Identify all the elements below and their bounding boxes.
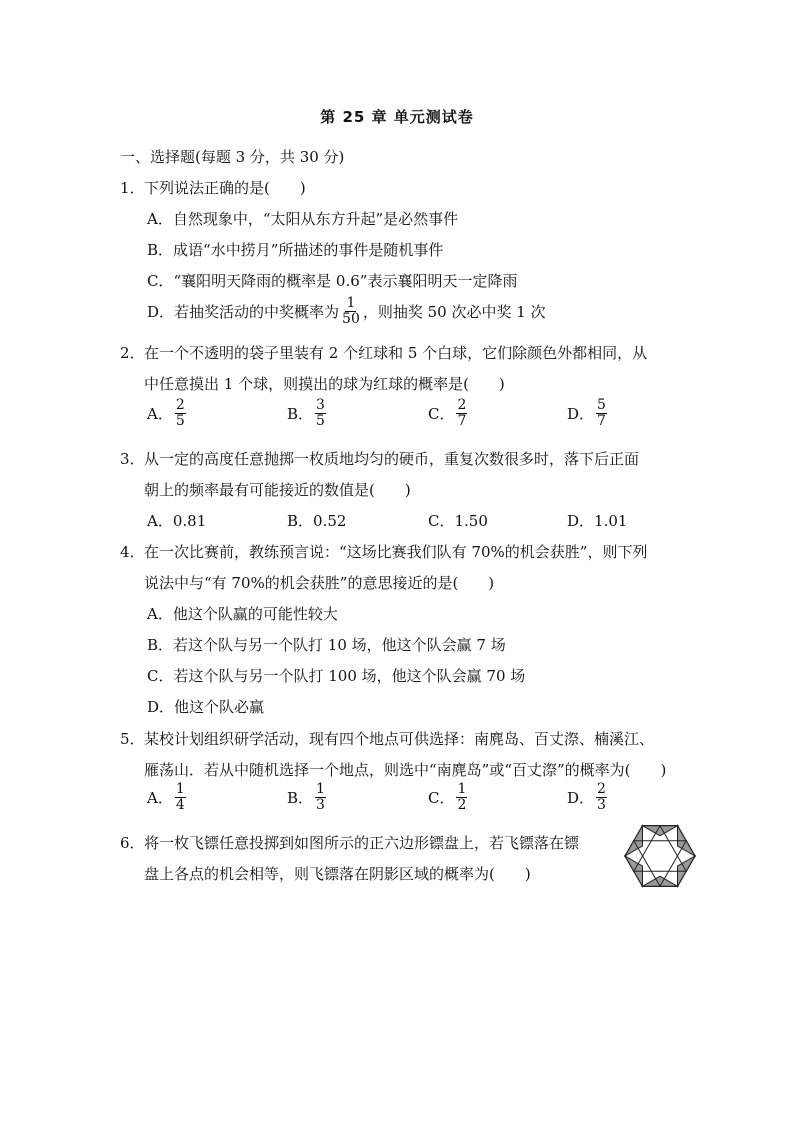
q5-stem-line-1: 某校计划组织研学活动，现有四个地点可供选择：南麂岛、百丈漈、楠溪江、	[144, 730, 655, 748]
q1-option-d	[147, 296, 546, 328]
q3-option-b: B．0.52	[287, 512, 347, 530]
fraction-denominator: 5	[175, 413, 185, 430]
q3-option-d: D．1.01	[567, 512, 628, 530]
option-fraction	[456, 398, 467, 430]
fraction-numerator: 3	[316, 397, 325, 413]
q3-option-a: A．0.81	[147, 512, 207, 530]
q3-option-c: C．1.50	[428, 512, 488, 530]
option-label: A．	[147, 405, 173, 424]
fraction-numerator: 1	[316, 781, 325, 797]
option-label: C．	[428, 405, 455, 424]
q1-option-a: A．自然现象中，“太阳从东方升起”是必然事件	[147, 210, 459, 228]
q5-options	[147, 782, 627, 826]
q4-option-d: D．他这个队必赢	[147, 698, 265, 716]
q2-stem-line-2: 中任意摸出 1 个球，则摸出的球为红球的概率是( )	[144, 375, 505, 393]
option-label: C．	[428, 789, 455, 808]
q5-option-d	[567, 782, 609, 814]
section-heading: 一、选择题(每题 3 分，共 30 分)	[120, 148, 345, 166]
fraction-denominator: 3	[597, 797, 606, 814]
q1-option-d-fraction	[341, 296, 361, 328]
hexagon-dartboard-figure	[624, 820, 696, 892]
q6-number: 6．	[120, 834, 145, 852]
q2-number: 2．	[120, 344, 145, 362]
option-fraction	[315, 398, 326, 430]
q4-stem-line-1: 在一次比赛前，教练预言说：“这场比赛我们队有 70%的机会获胜”，则下列	[144, 543, 648, 561]
fraction-numerator: 2	[457, 397, 467, 413]
q2-option-c	[428, 398, 469, 430]
q3-stem-line-1: 从一定的高度任意抛掷一枚质地均匀的硬币，重复次数很多时，落下后正面	[144, 450, 640, 468]
fraction-denominator: 5	[316, 413, 325, 430]
fraction-denominator: 50	[342, 311, 360, 328]
option-fraction	[175, 782, 186, 814]
fraction-numerator: 1	[457, 781, 467, 797]
fraction-denominator: 4	[175, 797, 185, 814]
option-label: B．	[287, 405, 314, 424]
fraction-numerator: 2	[175, 397, 185, 413]
q1-stem: 下列说法正确的是( )	[144, 179, 306, 197]
option-fraction	[596, 398, 607, 430]
q5-option-b	[287, 782, 328, 814]
q1-number: 1．	[120, 179, 145, 197]
q5-stem-line-2: 雁荡山．若从中随机选择一个地点，则选中“南麂岛”或“百丈漈”的概率为( )	[144, 761, 667, 779]
option-label: B．	[287, 789, 314, 808]
option-fraction	[456, 782, 467, 814]
q3-number: 3．	[120, 450, 145, 468]
option-label: D．	[567, 405, 595, 424]
fraction-denominator: 7	[457, 413, 467, 430]
fraction-numerator: 5	[597, 397, 606, 413]
q4-option-b: B．若这个队与另一个队打 10 场，他这个队会赢 7 场	[147, 636, 506, 654]
fraction-numerator: 1	[346, 295, 356, 311]
fraction-numerator: 2	[597, 781, 606, 797]
q6-stem-line-1: 将一枚飞镖任意投掷到如图所示的正六边形镖盘上，若飞镖落在镖	[144, 834, 580, 852]
q6-stem-line-2: 盘上各点的机会相等，则飞镖落在阴影区域的概率为( )	[144, 865, 531, 883]
q3-stem-line-2: 朝上的频率最有可能接近的数值是( )	[144, 481, 411, 499]
option-label: D．	[567, 789, 595, 808]
q2-options	[147, 398, 627, 442]
q4-option-c: C．若这个队与另一个队打 100 场，他这个队会赢 70 场	[147, 667, 526, 685]
fraction-denominator: 3	[316, 797, 325, 814]
q4-stem-line-2: 说法中与“有 70%的机会获胜”的意思接近的是( )	[144, 574, 495, 592]
q1-option-c: C．“襄阳明天降雨的概率是 0.6”表示襄阳明天一定降雨	[147, 272, 518, 290]
q4-number: 4．	[120, 543, 145, 561]
q1-option-d-prefix: D．若抽奖活动的中奖概率为	[147, 303, 340, 322]
fraction-denominator: 2	[457, 797, 467, 814]
fraction-denominator: 7	[597, 413, 606, 430]
q2-option-a	[147, 398, 188, 430]
q2-stem-line-1: 在一个不透明的袋子里装有 2 个红球和 5 个白球，它们除颜色外都相同，从	[144, 344, 648, 362]
option-fraction	[315, 782, 326, 814]
q1-option-d-suffix: ，则抽奖 50 次必中奖 1 次	[362, 303, 546, 322]
q2-option-b	[287, 398, 328, 430]
fraction-numerator: 1	[175, 781, 185, 797]
q5-option-a	[147, 782, 188, 814]
q5-option-c	[428, 782, 469, 814]
option-label: A．	[147, 789, 173, 808]
q5-number: 5．	[120, 730, 145, 748]
page-title: 第 25 章 单元测试卷	[320, 108, 474, 126]
option-fraction	[175, 398, 186, 430]
q4-option-a: A．他这个队赢的可能性较大	[147, 605, 338, 623]
q1-option-b: B．成语“水中捞月”所描述的事件是随机事件	[147, 241, 444, 259]
option-fraction	[596, 782, 607, 814]
q2-option-d	[567, 398, 609, 430]
